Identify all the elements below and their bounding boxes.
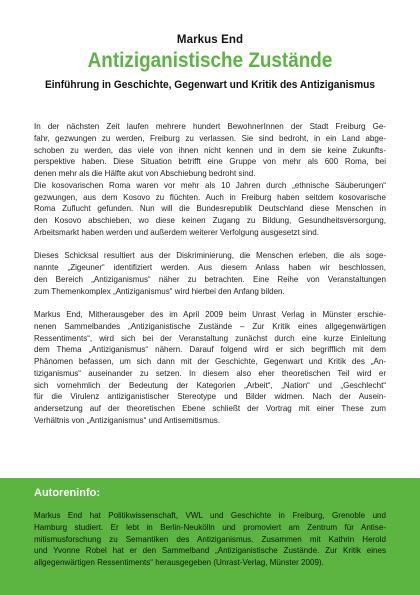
text-line: sich vornehmlich der Bedeutung der Kategorien „Arbeit“, „Nation“ und „Geschlecht“ [34, 380, 386, 390]
text-line: allgegenwärtigen Ressentiments“ herausgegeben (Unrast-Verlag, Münster 2009). [34, 558, 324, 567]
text-line: Dieses Schicksal resultiert aus der Diskriminierung, die Menschen erleben, die als soge- [34, 251, 386, 261]
text-line: zum Themenkomplex „Antiziganismus“ wird hierbei den Anfang bilden. [34, 286, 285, 296]
body-text [34, 121, 386, 438]
paragraph-2 [34, 250, 386, 297]
text-line: Hamburg studiert. Er lebt in Berlin-Neukölln und promoviert am Zentrum für Antise- [34, 522, 386, 532]
text-line: perspektive haben. Diese Situation betrifft eine Gruppe von mehr als 600 Roma, bei [34, 157, 386, 167]
text-line: Verhältnis von „Antiziganismus“ und Antisemitismus. [34, 415, 221, 425]
text-line: Markus End, Mitherausgeber des im April 2009 beim Unrast Verlag in Münster erschie- [34, 310, 386, 320]
text-line: fahr, gezwungen zu werden, Freiburg zu verlassen. Sie sind bedroht, in ein Land abge- [34, 133, 386, 143]
author-info-heading: Autoreninfo: [34, 487, 100, 499]
text-line: Roma Zuflucht gefunden. Nun will die Bundesrepublik Deutschland diese Menschen in [34, 204, 386, 214]
author-name: Markus End [176, 34, 244, 46]
text-line: schoben zu werden, das viele von ihnen nicht kennen und in dem sie keine Zukunfts- [34, 145, 386, 155]
author-info-box [0, 478, 420, 595]
text-line: In der nächsten Zeit laufen mehrere hundert BewohnerInnen der Stadt Freiburg Ge- [34, 122, 386, 131]
paragraph-1 [34, 121, 386, 239]
text-line: Die kosovarischen Roma waren vor mehr als 10 Jahren durch „ethnische Säuberungen“ [34, 180, 386, 190]
text-line: denen mehr als die Hälfte akut von Abschiebung bedroht sind. [34, 169, 256, 178]
text-line: für die Virulenz antiziganistischer Stereotype und Bilder widmen. Nach der Ausein- [34, 392, 386, 402]
text-line: und Yvonne Robel hat er den Sammelband „Antiziganistische Zustände. Zur Kritik eines [34, 546, 386, 556]
paragraph-3 [34, 309, 386, 427]
text-line: nenen Sammelbandes „Antiziganistische Zustände – Zur Kritik eines allgegenwärtigen [34, 321, 386, 331]
text-line: Markus End hat Politikwissenschaft, VWL und Geschichte in Freiburg, Grenoble und [34, 511, 386, 520]
text-line: tiziganismus“ auseinander zu setzen. In diesem also eher theoretischen Teil wird er [34, 368, 386, 378]
text-line: Phänomen befassen, um sich dann mit der Geschichte, Gegenwart und Kritik des „An- [34, 357, 386, 367]
text-line: gezwungen, aus dem Kosovo zu flüchten. Auch in Freiburg haben seitdem kosovarische [34, 192, 386, 202]
document-title: Antiziganistische Zustände [87, 49, 333, 72]
text-line: Ressentiments“, wird sich bei der Veranstaltung zunächst durch eine kurze Einleitung [34, 333, 386, 343]
document-subtitle: Einführung in Geschichte, Gegenwart und Kritik des Antiziganismus [44, 79, 376, 91]
text-line: dem Thema „Antiziganismus“ nähern. Darauf folgend wird er sich begrifflich mit dem [34, 345, 386, 355]
author-info-text [34, 510, 386, 569]
text-line: mitismusforschung zu Semantiken des Antiziganismus. Zusammen mit Kathrin Herold [34, 534, 386, 544]
text-line: den Kosovo abschieben, wo diese keinen Zugang zu Bildung, Gesundheitsversorgung, [34, 216, 386, 225]
text-line: nannte „Zigeuner“ identifiziert werden. Aus diesem Anlass haben wir beschlossen, [34, 263, 386, 273]
text-line: den Bereich „Antiziganismus“ näher zu betrachten. Eine Reihe von Veranstaltungen [34, 274, 386, 284]
text-line: Arbeitsmarkt haben werden und außerdem weiterer Verfolgung ausgesetzt sind. [34, 227, 319, 237]
text-line: andersetzung auf der theoretischen Ebene schließt der Vortrag mit einer These zum [34, 404, 386, 414]
